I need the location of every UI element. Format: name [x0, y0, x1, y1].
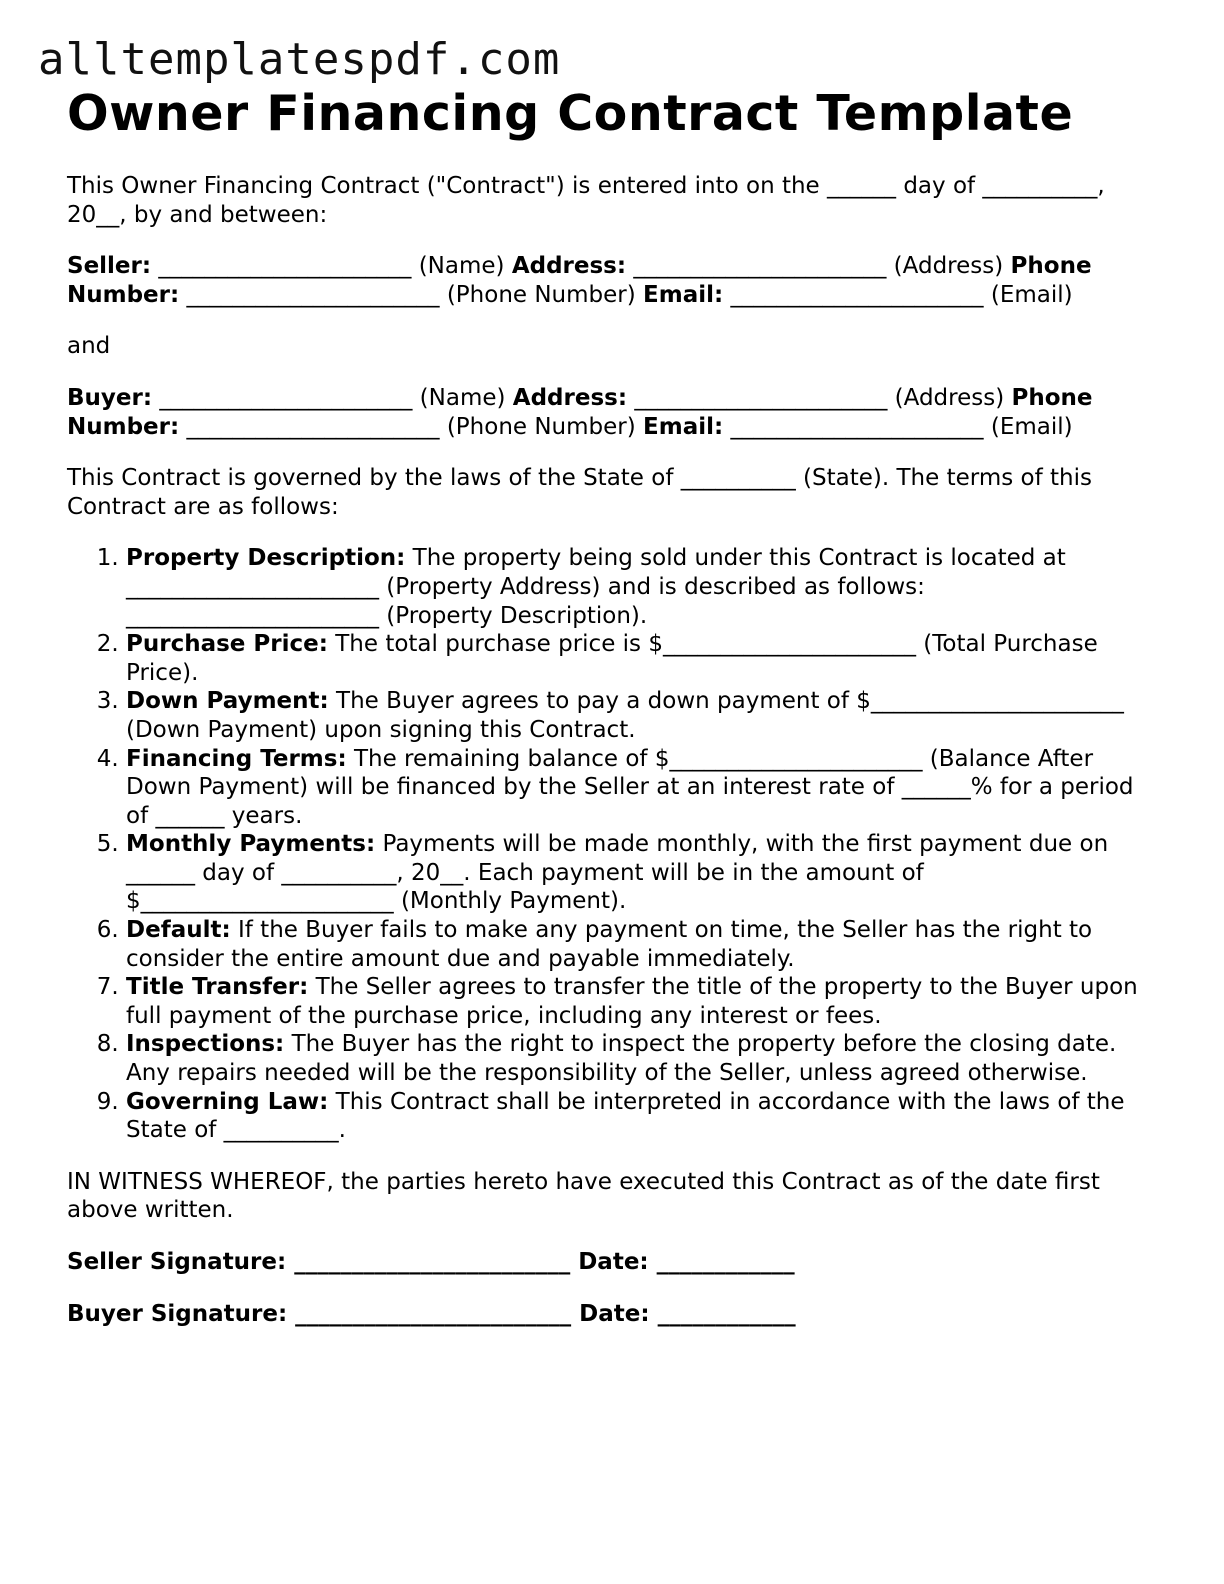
term-label: Financing Terms: [126, 745, 347, 772]
buyer-address-blank: ______________________ (Address) [627, 384, 1012, 411]
seller-address-blank: ______________________ (Address) [626, 253, 1011, 280]
term-text: The Seller agrees to transfer the title of the property to the Buyer upon full payment of the purchase price, including any interest or fees. [126, 974, 1138, 1029]
seller-address-label: Address: [511, 253, 627, 280]
term-label: Governing Law: [126, 1088, 329, 1115]
seller-email-blank: ______________________ (Email) [723, 281, 1073, 308]
term-label: Inspections: [126, 1031, 285, 1058]
seller-phone-label: Phone Number: [67, 253, 1092, 308]
buyer-phone-label: Phone Number: [67, 384, 1093, 440]
buyer-name-blank: ______________________ (Name) [152, 384, 513, 411]
term-text: If the Buyer fails to make any payment on time, the Seller has the right to consider the entire amount due and payable immediately. [126, 917, 1093, 972]
and-text: and [67, 333, 111, 360]
buyer-details [67, 384, 1157, 441]
term-label: Purchase Price: [126, 631, 328, 658]
term-label: Property Description: [126, 545, 406, 572]
page-title: Owner Financing Contract Template [67, 85, 1074, 142]
term-text: The total purchase price is $______________________ (Total Purchase Price). [126, 631, 1098, 686]
list-item [126, 544, 1157, 630]
term-label: Title Transfer: [126, 974, 309, 1001]
buyer-address-label: Address: [512, 384, 628, 411]
term-text: This Contract shall be interpreted in accordance with the laws of the State of __________. [126, 1088, 1125, 1144]
witness-paragraph: IN WITNESS WHEREOF, the parties hereto have executed this Contract as of the date first above written. [67, 1168, 1100, 1224]
governing-paragraph: This Contract is governed by the laws of the State of __________ (State). The terms of this Contract are as follows: [67, 465, 1092, 520]
contract-document [67, 86, 1157, 1328]
buyer-label: Buyer: [67, 384, 153, 411]
seller-details [67, 252, 1157, 309]
term-label: Down Payment: [126, 688, 329, 715]
seller-label: Seller: [67, 253, 152, 280]
list-item [126, 630, 1157, 687]
buyer-email-blank: ______________________ (Email) [723, 413, 1073, 440]
term-text: Payments will be made monthly, with the first payment due on ______ day of __________, 20__. Each payment will be in the amount of $______________________ (Monthly Payment). [126, 831, 1109, 915]
buyer-signature-line: Buyer Signature: ________________________ Date: ____________ [67, 1300, 796, 1327]
terms-list [67, 544, 1157, 1144]
seller-email-label: Email: [643, 281, 724, 308]
term-label: Monthly Payments: [126, 831, 376, 858]
term-label: Default: [126, 917, 231, 944]
term-text: The remaining balance of $______________________ (Balance After Down Payment) will be financed by the Seller at an interest rate of ______% for a period of ______ years. [126, 745, 1134, 829]
list-item [126, 687, 1157, 744]
seller-phone-blank: ______________________ (Phone Number) [179, 281, 644, 308]
term-text: The Buyer has the right to inspect the property before the closing date. Any repairs needed will be the responsibility of the Seller, unless agreed otherwise. [126, 1031, 1117, 1087]
list-item [126, 973, 1157, 1030]
seller-name-blank: ______________________ (Name) [151, 253, 512, 280]
term-text: The property being sold under this Contract is located at ______________________ (Property Address) and is described as follows: ______________________ (Property Description). [126, 545, 1066, 629]
list-item [126, 830, 1157, 916]
buyer-email-label: Email: [643, 413, 724, 440]
intro-paragraph: This Owner Financing Contract ("Contract") is entered into on the ______ day of __________, 20__, by and between: [67, 173, 1105, 228]
list-item [126, 745, 1157, 831]
seller-signature-line: Seller Signature: ________________________ Date: ____________ [67, 1249, 795, 1275]
list-item [126, 1030, 1157, 1087]
list-item [126, 916, 1157, 973]
term-text: The Buyer agrees to pay a down payment of $______________________ (Down Payment) upon signing this Contract. [126, 688, 1124, 743]
site-watermark: alltemplatespdf.com [38, 34, 561, 85]
list-item [126, 1088, 1157, 1145]
buyer-phone-blank: ______________________ (Phone Number) [179, 413, 644, 440]
